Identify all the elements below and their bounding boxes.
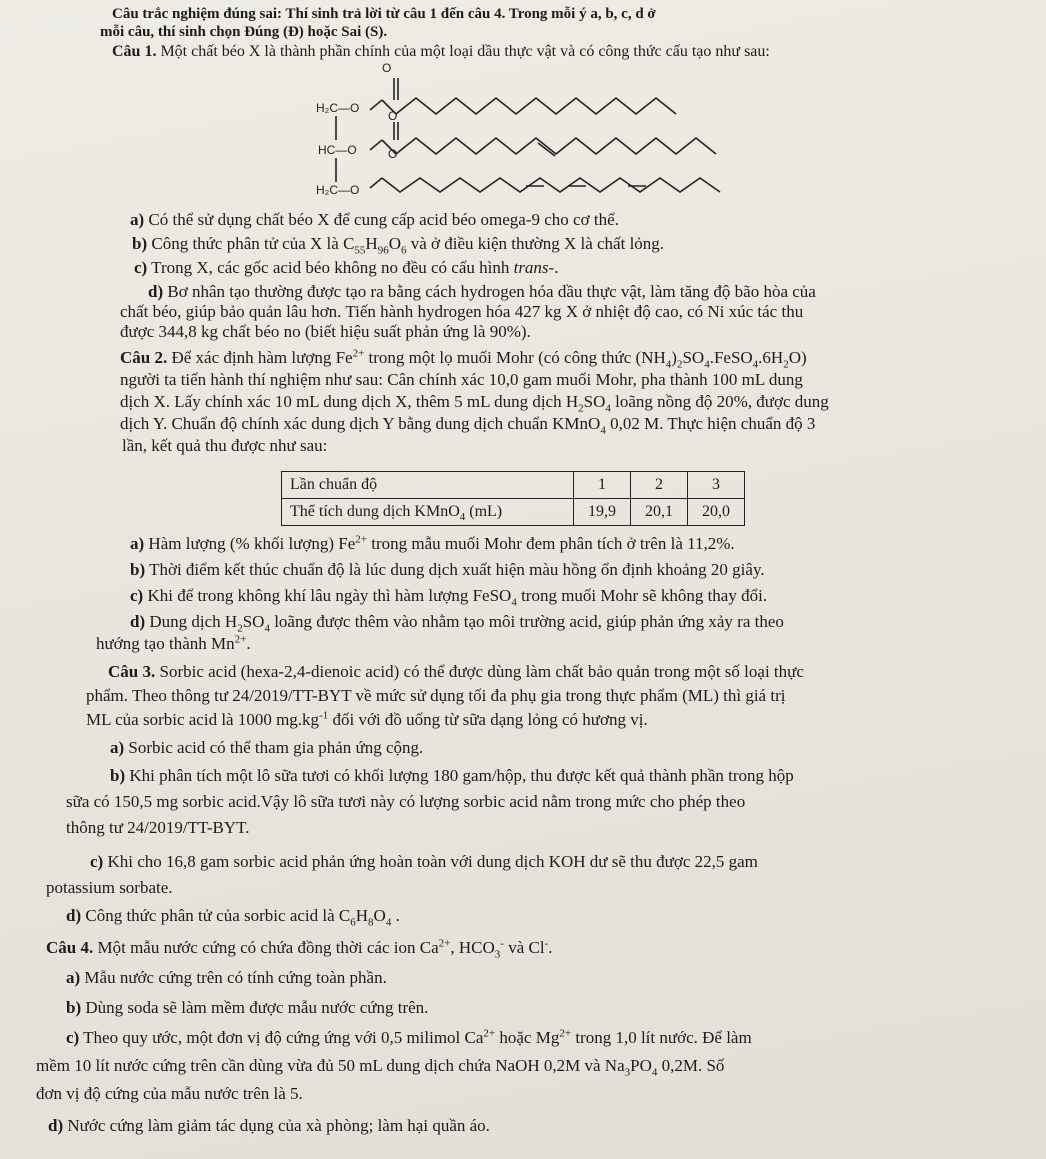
table-header-cell: Thể tích dung dịch KMnO$_4$ (mL): [282, 499, 574, 526]
q1-option-b: b) Công thức phân tử của X là $C_{55}H_{96}O_6$ và ở điều kiện thường X là chất lỏng.: [132, 234, 665, 257]
o-label-1: O: [388, 109, 398, 123]
q2-option-a: a) Hàm lượng (% khối lượng) $Fe^{2+}$ trong mẫu muối Mohr đem phân tích ở trên là 11,2%.: [130, 533, 735, 553]
q4-stem: Câu 4. Một mẫu nước cứng có chứa đồng thời các ion $Ca^{2+}$, $HCO_3^-$ và Cl-.: [46, 937, 553, 961]
q1-option-c: c) Trong X, các gốc acid béo không no đều có cấu hình trans-.: [134, 258, 559, 277]
table-row: [282, 472, 745, 499]
q3-option-c-2: potassium sorbate.: [46, 878, 173, 897]
hc-o-label: HC—O: [318, 143, 357, 157]
q1-option-d-3: được 344,8 kg chất béo no (biết hiệu suất phản ứng là 90%).: [120, 322, 531, 341]
q3-stem-2: phẩm. Theo thông tư 24/2019/TT-BYT về mức sử dụng tối đa phụ gia trong thực phẩm (ML) thì giá trị: [86, 686, 786, 705]
o-label-2: O: [388, 147, 398, 161]
q3-stem-3: ML của sorbic acid là 1000 $mg.kg^{-1}$ đối với đồ uống từ sữa dạng lỏng có hương vị.: [86, 709, 648, 729]
intro-line-1: Câu trắc nghiệm đúng sai: Thí sinh trả lời từ câu 1 đến câu 4. Trong mỗi ý a, b, c, d ở: [112, 6, 656, 22]
table-header-cell: Lần chuẩn độ: [282, 472, 574, 499]
q3-option-b-2: sữa có 150,5 mg sorbic acid.Vậy lô sữa tươi này có lượng sorbic acid nằm trong mức cho phép theo: [66, 792, 746, 811]
q3-stem-1: Câu 3. Sorbic acid (hexa-2,4-dienoic acid) có thể được dùng làm chất bảo quản trong một số loại thực: [108, 662, 804, 681]
q2-option-c: c) Khi để trong không khí lâu ngày thì hàm lượng FeSO$_4$ trong muối Mohr sẽ không thay đổi.: [130, 586, 768, 609]
q2-stem-1: Câu 2. Để xác định hàm lượng $Fe^{2+}$ trong một lọ muối Mohr (có công thức $(NH_4)_2SO_4.FeSO_4.6H_2O$): [120, 347, 807, 371]
table-cell: 2: [631, 472, 688, 499]
titration-table: [281, 471, 745, 526]
q1-option-d-2: chất béo, giúp bảo quản lâu hơn. Tiến hành hydrogen hóa 427 kg X ở nhiệt độ cao, có Ni xúc tác thu: [120, 302, 804, 321]
intro-line-2: mỗi câu, thí sinh chọn Đúng (Đ) hoặc Sai (S).: [100, 24, 388, 40]
table-cell: 1: [574, 472, 631, 499]
q2-stem-4: dịch Y. Chuẩn độ chính xác dung dịch Y bằng dung dịch chuẩn KMnO$_4$ 0,02 M. Thực hiện chuẩn độ 3: [120, 414, 816, 437]
q4-option-c-2: mềm 10 lít nước cứng trên cần dùng vừa đủ 50 mL dung dịch chứa NaOH 0,2M và $Na_3PO_4$ 0,2M. Số: [36, 1056, 725, 1079]
q4-option-c-1: c) Theo quy ước, một đơn vị độ cứng ứng với 0,5 milimol $Ca^{2+}$ hoặc $Mg^{2+}$ trong 1,0 lít nước. Để làm: [66, 1027, 752, 1047]
q4-option-c-3: đơn vị độ cứng của mẫu nước trên là 5.: [36, 1084, 303, 1103]
q2-option-b: b) Thời điểm kết thúc chuẩn độ là lúc dung dịch xuất hiện màu hồng ổn định khoảng 20 giây.: [130, 560, 765, 579]
table-cell: 19,9: [574, 499, 631, 526]
q4-option-d: d) Nước cứng làm giảm tác dụng của xà phòng; làm hại quần áo.: [48, 1116, 490, 1135]
q1-stem: Câu 1. Một chất béo X là thành phần chính của một loại dầu thực vật và có công thức cấu tạo như sau:: [112, 43, 770, 60]
q4-option-b: b) Dùng soda sẽ làm mềm được mẫu nước cứng trên.: [66, 998, 429, 1017]
h2c-o-label-1: H₂C—O: [316, 101, 360, 115]
q3-option-b-3: thông tư 24/2019/TT-BYT.: [66, 818, 250, 837]
q2-stem-3: dịch X. Lấy chính xác 10 mL dung dịch X, thêm 5 mL dung dịch $H_2SO_4$ loãng nồng độ 20%, được dung: [120, 392, 829, 415]
q2-option-d-1: d) Dung dịch $H_2SO_4$ loãng được thêm vào nhằm tạo môi trường acid, giúp phản ứng xảy ra theo: [130, 612, 784, 635]
q2-stem-5: lần, kết quả thu được như sau:: [122, 436, 328, 455]
q3-option-c-1: c) Khi cho 16,8 gam sorbic acid phản ứng hoàn toàn với dung dịch KOH dư sẽ thu được 22,5 gam: [90, 852, 758, 871]
q1-option-d-1: d) Bơ nhân tạo thường được tạo ra bằng cách hydrogen hóa dầu thực vật, làm tăng độ bão hòa của: [148, 282, 816, 301]
q3-option-d: d) Công thức phân tử của sorbic acid là $C_6H_8O_4$ .: [66, 906, 400, 929]
h2c-o-label-2: H₂C—O: [316, 183, 360, 197]
q3-option-a: a) Sorbic acid có thể tham gia phản ứng cộng.: [110, 738, 424, 757]
table-row: [282, 499, 745, 526]
q4-option-a: a) Mẫu nước cứng trên có tính cứng toàn phần.: [66, 968, 387, 987]
q3-option-b-1: b) Khi phân tích một lô sữa tươi có khối lượng 180 gam/hộp, thu được kết quả thành phần trong hộp: [110, 766, 794, 785]
table-cell: 20,1: [631, 499, 688, 526]
triglyceride-structure: [310, 60, 730, 205]
q2-stem-2: người ta tiến hành thí nghiệm như sau: Cân chính xác 10,0 gam muối Mohr, pha thành 100 mL dung: [120, 370, 803, 389]
table-cell: 20,0: [688, 499, 745, 526]
q1-option-a: a) Có thể sử dụng chất béo X để cung cấp acid béo omega-9 cho cơ thể.: [130, 210, 619, 229]
q2-option-d-2: hướng tạo thành $Mn^{2+}$.: [96, 633, 251, 653]
o-top-label: O: [382, 61, 392, 75]
table-cell: 3: [688, 472, 745, 499]
